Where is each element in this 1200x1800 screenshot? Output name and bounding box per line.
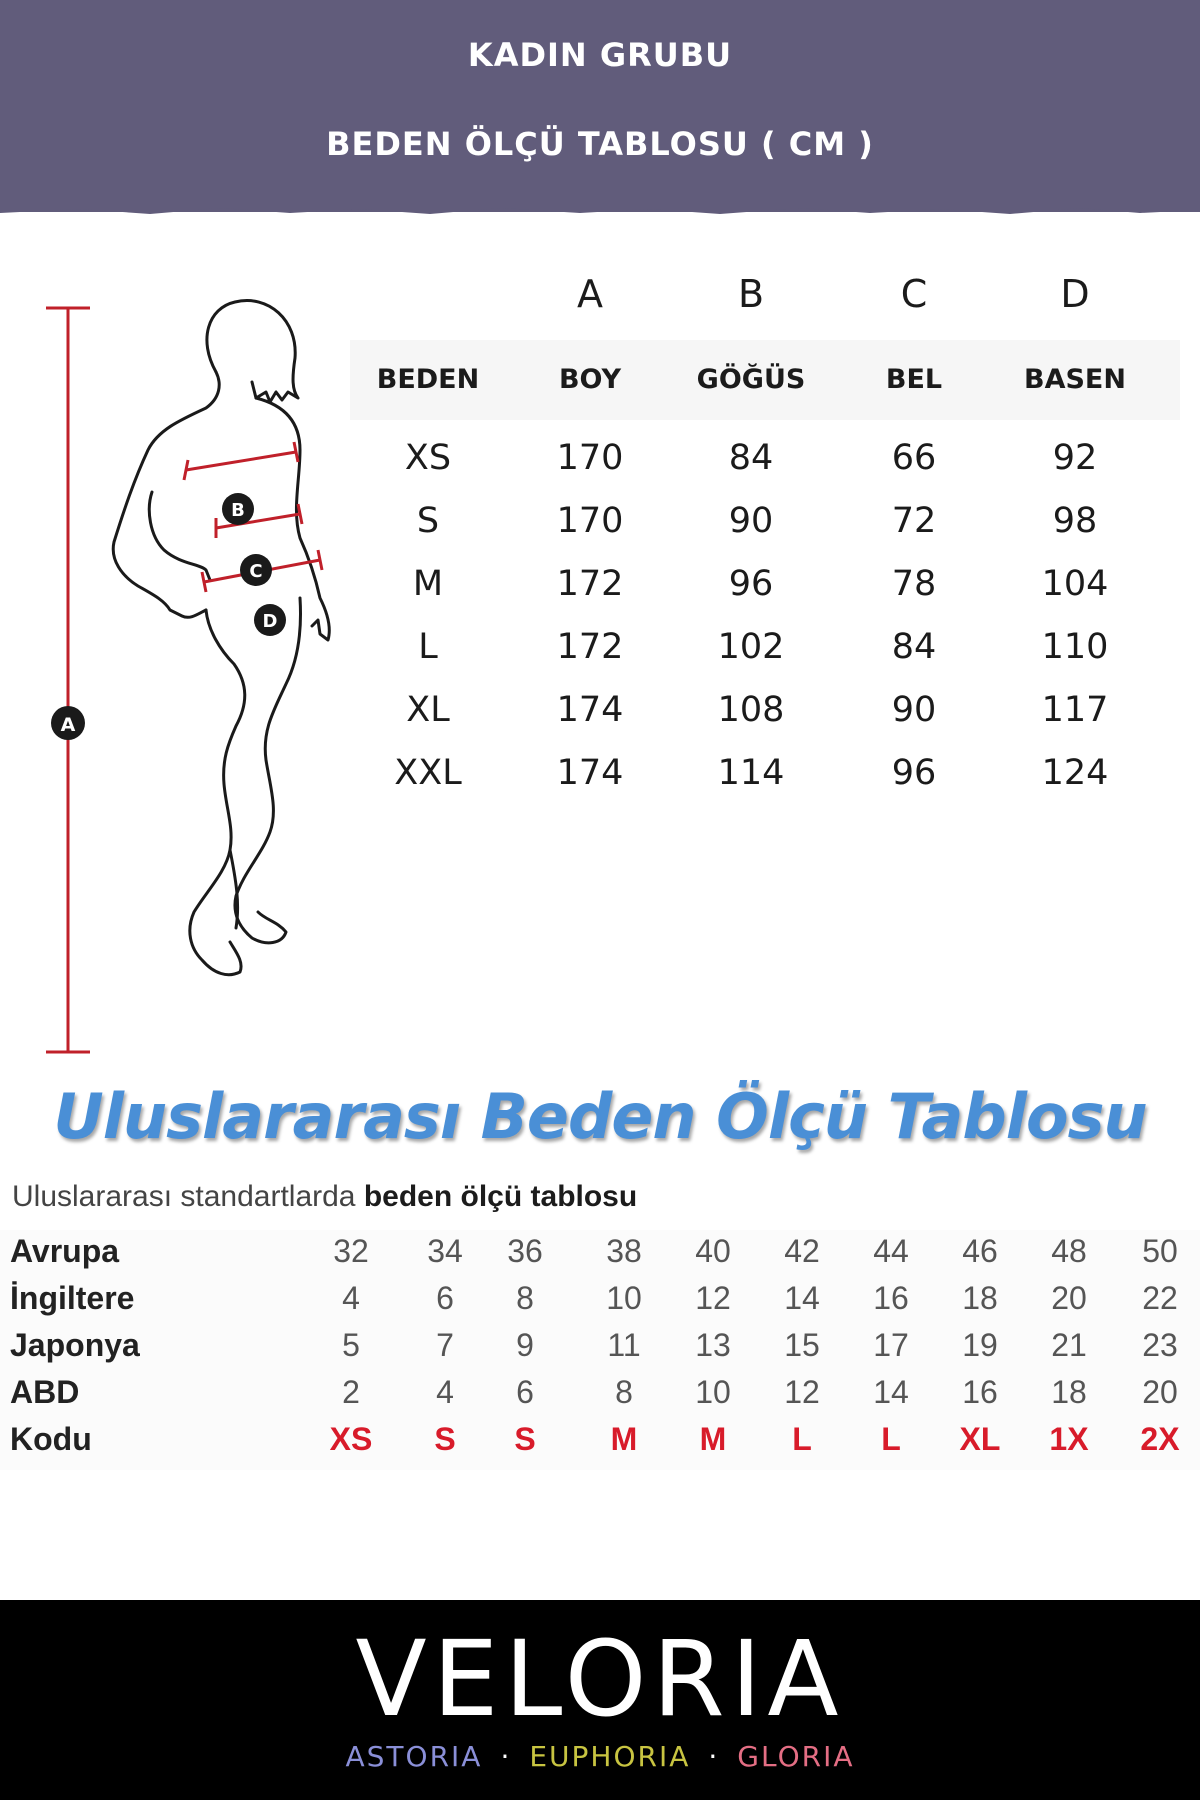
marker-a-label: A xyxy=(60,714,76,736)
table-cell: 96 xyxy=(728,564,774,604)
marker-d xyxy=(254,604,286,636)
table-cell: 42 xyxy=(784,1233,820,1269)
brand-logo: VELORIA xyxy=(355,1618,845,1740)
table-cell: 84 xyxy=(891,627,937,667)
header-subtitle: BEDEN ÖLÇÜ TABLOSU ( CM ) xyxy=(326,125,874,163)
table-cell: M xyxy=(699,1421,727,1457)
table-cell: 6 xyxy=(436,1280,454,1316)
row-label: İngiltere xyxy=(10,1280,135,1316)
letter-b: B xyxy=(737,272,765,316)
table-cell: 16 xyxy=(962,1374,998,1410)
subtitle-plain: Uluslararası standartlarda xyxy=(12,1180,364,1213)
body-figure-illustration xyxy=(30,280,370,1070)
marker-b xyxy=(222,493,254,525)
table-cell: 44 xyxy=(873,1233,909,1269)
table-cell: S xyxy=(514,1421,536,1457)
intl-row-ingiltere xyxy=(0,1280,1200,1326)
letter-c: C xyxy=(900,272,928,316)
table-cell: L xyxy=(792,1421,812,1457)
letter-a: A xyxy=(577,272,603,316)
table-cell: 117 xyxy=(1041,690,1109,730)
table-header-row xyxy=(350,340,1180,420)
measure-letter-row xyxy=(350,272,1180,322)
sub-brand-list xyxy=(0,1740,1200,1773)
table-cell: 36 xyxy=(507,1233,543,1269)
row-label: ABD xyxy=(10,1374,80,1410)
table-cell: 7 xyxy=(436,1327,454,1363)
table-row xyxy=(350,438,1180,488)
table-cell: 174 xyxy=(556,690,624,730)
table-cell: 46 xyxy=(962,1233,998,1269)
intl-row-abd xyxy=(0,1374,1200,1420)
table-cell: 11 xyxy=(607,1327,641,1363)
table-cell: 48 xyxy=(1051,1233,1087,1269)
table-cell: 78 xyxy=(891,564,937,604)
intl-row-japonya xyxy=(0,1327,1200,1373)
table-cell: 8 xyxy=(516,1280,534,1316)
table-cell: 14 xyxy=(873,1374,909,1410)
table-cell: 10 xyxy=(606,1280,642,1316)
sub-brand-gloria: GLORIA xyxy=(737,1740,855,1773)
table-cell: 50 xyxy=(1142,1233,1178,1269)
table-cell: 2X xyxy=(1140,1421,1180,1457)
table-row xyxy=(350,690,1180,740)
table-cell: 18 xyxy=(1051,1374,1087,1410)
table-row xyxy=(350,627,1180,677)
table-cell: 34 xyxy=(427,1233,463,1269)
table-cell: XS xyxy=(404,438,452,478)
table-cell: XL xyxy=(406,690,450,730)
marker-b-label: B xyxy=(231,500,245,521)
header-bel: BEL xyxy=(885,364,943,395)
table-cell: 19 xyxy=(962,1327,998,1363)
table-row xyxy=(350,564,1180,614)
table-cell: 13 xyxy=(695,1327,731,1363)
table-cell: 32 xyxy=(333,1233,369,1269)
table-cell: 98 xyxy=(1052,501,1098,541)
international-subtitle xyxy=(12,1180,637,1214)
table-cell: 96 xyxy=(891,753,937,793)
header-gogus: GÖĞÜS xyxy=(696,364,806,395)
table-cell: 104 xyxy=(1041,564,1109,604)
table-cell: 172 xyxy=(556,627,624,667)
table-cell: 17 xyxy=(873,1327,909,1363)
table-cell: L xyxy=(418,627,438,667)
row-label: Avrupa xyxy=(10,1233,120,1269)
table-cell: XXL xyxy=(394,753,462,793)
table-cell: 12 xyxy=(784,1374,820,1410)
intl-row-avrupa xyxy=(0,1233,1200,1279)
header-beden: BEDEN xyxy=(376,364,480,395)
table-cell: 20 xyxy=(1051,1280,1087,1316)
table-row xyxy=(350,753,1180,803)
table-cell: 38 xyxy=(606,1233,642,1269)
table-cell: M xyxy=(610,1421,638,1457)
row-label: Kodu xyxy=(10,1421,92,1457)
table-cell: 5 xyxy=(342,1327,360,1363)
table-cell: 14 xyxy=(784,1280,820,1316)
table-cell: 15 xyxy=(784,1327,820,1363)
table-cell: 8 xyxy=(615,1374,633,1410)
table-cell: 1X xyxy=(1049,1421,1089,1457)
footer-brand-bar xyxy=(0,1600,1200,1800)
table-cell: 4 xyxy=(342,1280,360,1316)
table-cell: 21 xyxy=(1051,1327,1087,1363)
table-cell: 12 xyxy=(695,1280,731,1316)
separator-dot: · xyxy=(708,1740,720,1773)
subtitle-bold: beden ölçü tablosu xyxy=(363,1180,638,1213)
marker-a xyxy=(51,706,85,740)
table-cell: 114 xyxy=(717,753,785,793)
table-cell: 18 xyxy=(962,1280,998,1316)
table-cell: 90 xyxy=(728,501,774,541)
sub-brand-astoria: ASTORIA xyxy=(345,1740,483,1773)
table-cell: 22 xyxy=(1142,1280,1178,1316)
separator-dot: · xyxy=(500,1740,512,1773)
table-cell: XL xyxy=(959,1421,1001,1457)
table-cell: 2 xyxy=(342,1374,360,1410)
table-cell: 20 xyxy=(1142,1374,1178,1410)
marker-c xyxy=(240,554,272,586)
height-measure-line xyxy=(46,308,90,1052)
table-cell: 108 xyxy=(717,690,785,730)
table-cell: 110 xyxy=(1041,627,1109,667)
table-cell: 172 xyxy=(556,564,624,604)
international-size-table xyxy=(0,1230,1200,1470)
marker-c-label: C xyxy=(249,561,263,582)
header-basen: BASEN xyxy=(1024,364,1126,395)
table-row xyxy=(350,501,1180,551)
table-cell: 10 xyxy=(695,1374,731,1410)
table-cell: 40 xyxy=(695,1233,731,1269)
international-title: Uluslararası Beden Ölçü Tablosu xyxy=(53,1080,1147,1153)
table-cell: 9 xyxy=(516,1327,534,1363)
table-cell: 90 xyxy=(891,690,937,730)
table-cell: 124 xyxy=(1041,753,1109,793)
woman-silhouette xyxy=(113,301,329,975)
sub-brand-euphoria: EUPHORIA xyxy=(529,1740,691,1773)
table-cell: 84 xyxy=(728,438,774,478)
table-cell: 102 xyxy=(717,627,785,667)
table-cell: 4 xyxy=(436,1374,454,1410)
header-boy: BOY xyxy=(558,364,622,395)
intl-row-kodu xyxy=(0,1421,1200,1467)
table-cell: 170 xyxy=(556,501,624,541)
header-title: KADIN GRUBU xyxy=(467,36,733,74)
table-cell: 174 xyxy=(556,753,624,793)
table-cell: 92 xyxy=(1052,438,1098,478)
header-banner xyxy=(0,0,1200,212)
table-cell: 72 xyxy=(891,501,937,541)
table-cell: 6 xyxy=(516,1374,534,1410)
table-cell: XS xyxy=(329,1421,373,1457)
marker-d-label: D xyxy=(262,611,278,632)
letter-d: D xyxy=(1060,272,1090,316)
table-cell: S xyxy=(416,501,440,541)
table-cell: S xyxy=(434,1421,456,1457)
table-cell: 16 xyxy=(873,1280,909,1316)
table-cell: L xyxy=(881,1421,901,1457)
torn-edge xyxy=(0,204,1200,218)
table-cell: 23 xyxy=(1142,1327,1178,1363)
table-cell: 66 xyxy=(891,438,937,478)
table-cell: M xyxy=(412,564,444,604)
table-cell: 170 xyxy=(556,438,624,478)
row-label: Japonya xyxy=(10,1327,140,1363)
